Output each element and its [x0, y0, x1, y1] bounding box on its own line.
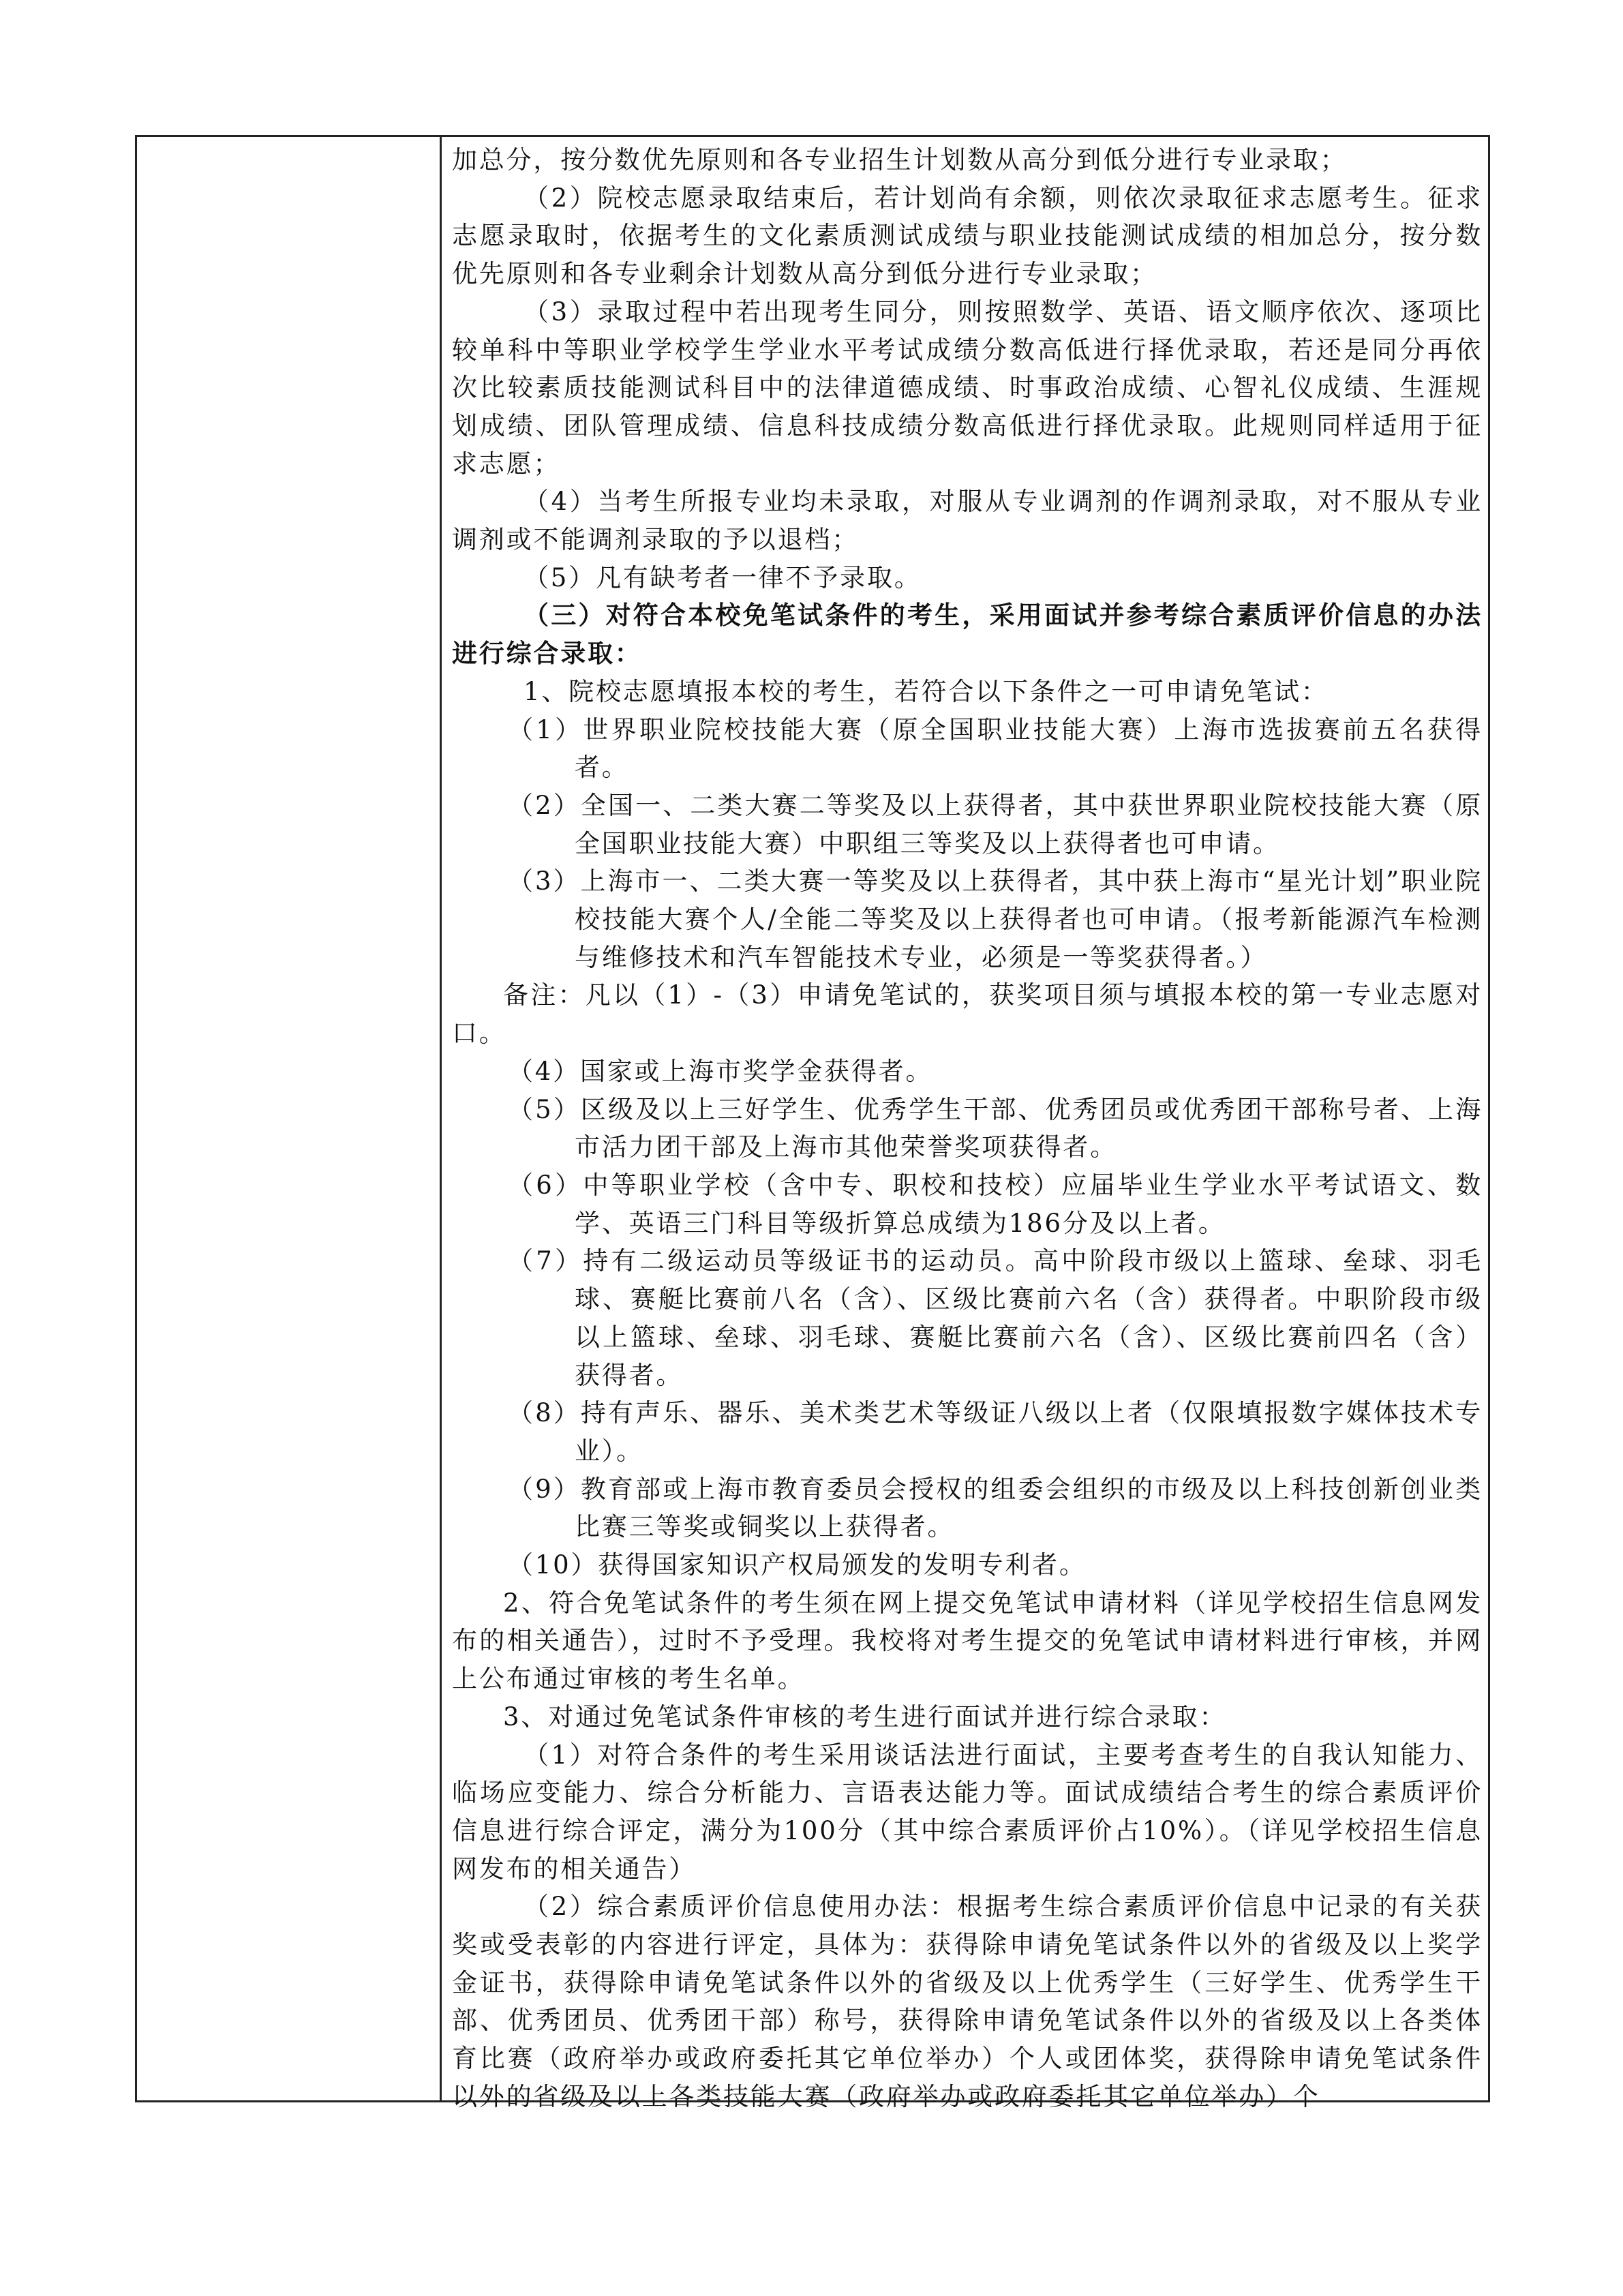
- exemption-item-7: （7）持有二级运动员等级证书的运动员。高中阶段市级以上篮球、垒球、羽毛球、赛艇比赛前八名（含）、区级比赛前六名（含）获得者。中职阶段市级以上篮球、垒球、羽毛球、赛艇比赛前六名（含）、区级比赛前四名（含）获得者。: [508, 1246, 1483, 1390]
- interview-item-1: （1）对符合条件的考生采用谈话法进行面试，主要考查考生的自我认知能力、临场应变能力、综合分析能力、言语表达能力等。面试成绩结合考生的综合素质评价信息进行综合评定，满分为100分（其中综合素质评价占10%）。（详见学校招生信息网发布的相关通告）: [452, 1740, 1483, 1884]
- exemption-item-2: （2）全国一、二类大赛二等奖及以上获得者，其中获世界职业院校技能大赛（原全国职业技能大赛）中职组三等奖及以上获得者也可申请。: [508, 790, 1483, 858]
- exemption-item-5: （5）区级及以上三好学生、优秀学生干部、优秀团员或优秀团干部称号者、上海市活力团干部及上海市其他荣誉奖项获得者。: [508, 1094, 1483, 1162]
- paragraph-exemption-intro: 1、院校志愿填报本校的考生，若符合以下条件之一可申请免笔试：: [524, 676, 1329, 706]
- interview-item-2: （2）综合素质评价信息使用办法：根据考生综合素质评价信息中记录的有关获奖或受表彰的内容进行评定，具体为：获得除申请免笔试条件以外的省级及以上奖学金证书，获得除申请免笔试条件以外的省级及以上优秀学生（三好学生、优秀学生干部、优秀团员、优秀团干部）称号，获得除申请免笔试条件以外的省级及以上各类体育比赛（政府举办或政府委托其它单位举办）个人或团体奖，获得除申请免笔试条件以外的省级及以上各类技能大赛（政府举办或政府委托其它单位举办）个: [452, 1892, 1483, 2111]
- paragraph-item-2: （2）院校志愿录取结束后，若计划尚有余额，则依次录取征求志愿考生。征求志愿录取时，依据考生的文化素质测试成绩与职业技能测试成绩的相加总分，按分数优先原则和各专业剩余计划数从高分到低分进行专业录取；: [452, 183, 1483, 289]
- section-heading-3: （三）对符合本校免笔试条件的考生，采用面试并参考综合素质评价信息的办法进行综合录取：: [452, 600, 1483, 669]
- exemption-item-6: （6）中等职业学校（含中专、职校和技校）应届毕业生学业水平考试语文、数学、英语三门科目等级折算总成绩为186分及以上者。: [508, 1170, 1483, 1238]
- exemption-item-10: （10）获得国家知识产权局颁发的发明专利者。: [508, 1550, 1087, 1580]
- exemption-item-8: （8）持有声乐、器乐、美术类艺术等级证八级以上者（仅限填报数字媒体技术专业）。: [508, 1398, 1483, 1466]
- exemption-item-3: （3）上海市一、二类大赛一等奖及以上获得者，其中获上海市“星光计划”职业院校技能大赛个人/全能二等奖及以上获得者也可申请。（报考新能源汽车检测与维修技术和汽车智能技术专业，必须是一等奖获得者。）: [508, 866, 1483, 972]
- paragraph-interview-intro: 3、对通过免笔试条件审核的考生进行面试并进行综合录取：: [503, 1702, 1227, 1732]
- exemption-item-4: （4）国家或上海市奖学金获得者。: [508, 1056, 933, 1086]
- table-content-cell: [452, 141, 1483, 2116]
- paragraph-application: 2、符合免笔试条件的考生须在网上提交免笔试申请材料（详见学校招生信息网发布的相关通告），过时不予受理。我校将对考生提交的免笔试申请材料进行审核，并网上公布通过审核的考生名单。: [452, 1588, 1483, 1694]
- paragraph-item-4: （4）当考生所报专业均未录取，对服从专业调剂的作调剂录取，对不服从专业调剂或不能调剂录取的予以退档；: [452, 487, 1483, 555]
- paragraph-item-5: （5）凡有缺考者一律不予录取。: [524, 562, 922, 592]
- exemption-item-1: （1）世界职业院校技能大赛（原全国职业技能大赛）上海市选拔赛前五名获得者。: [508, 714, 1483, 783]
- remark-paragraph: 备注：凡以（1）-（3）申请免笔试的，获奖项目须与填报本校的第一专业志愿对口。: [452, 980, 1483, 1048]
- paragraph-item-3: （3）录取过程中若出现考生同分，则按照数学、英语、语文顺序依次、逐项比较单科中等职业学校学生学业水平考试成绩分数高低进行择优录取，若还是同分再依次比较素质技能测试科目中的法律道德成绩、时事政治成绩、心智礼仪成绩、生涯规划成绩、团队管理成绩、信息科技成绩分数高低进行择优录取。此规则同样适用于征求志愿；: [452, 297, 1483, 479]
- document-table: [135, 135, 1490, 2111]
- exemption-item-9: （9）教育部或上海市教育委员会授权的组委会组织的市级及以上科技创新创业类比赛三等奖或铜奖以上获得者。: [508, 1474, 1483, 1542]
- paragraph-continuation: 加总分，按分数优先原则和各专业招生计划数从高分到低分进行专业录取；: [452, 145, 1348, 175]
- table-left-cell: [137, 137, 442, 2100]
